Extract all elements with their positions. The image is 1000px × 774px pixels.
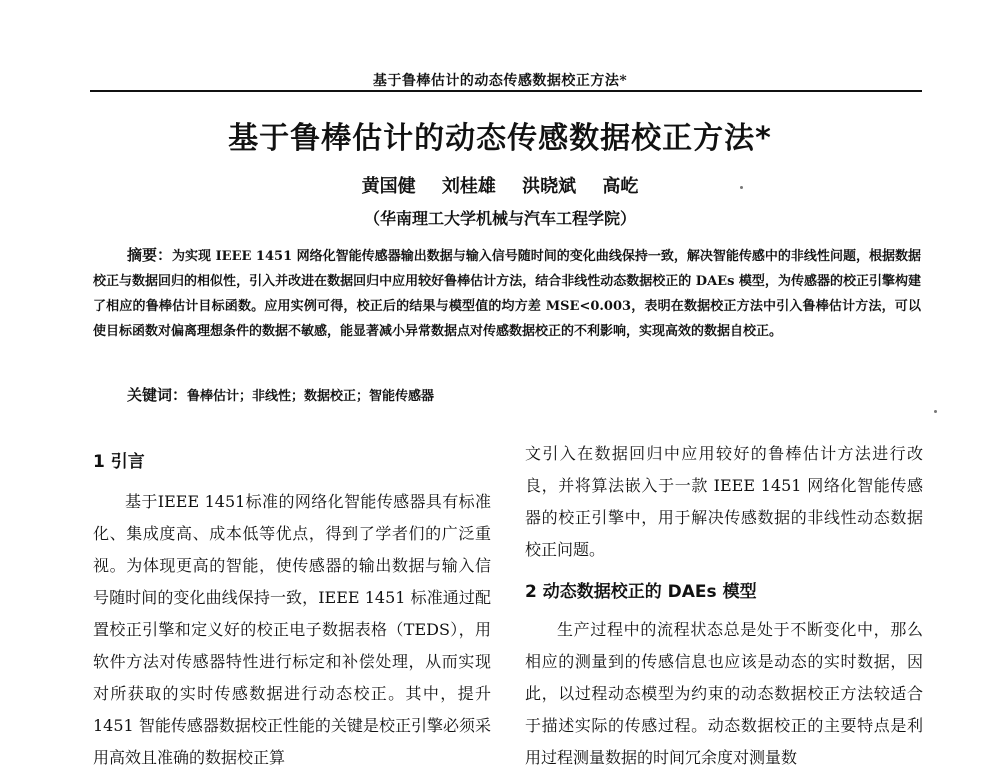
scan-speck [934,410,937,413]
section-1-heading: 1 引言 [93,452,145,472]
section-1-paragraph: 基于IEEE 1451标准的网络化智能传感器具有标准化、集成度高、成本低等优点，得到了学者们的广泛重视。为体现更高的智能，使传感器的输出数据与输入信号随时间的变化曲线保持一致，IEEE 1451 标准通过配置校正引擎和定义好的校正电子数据表格（TEDS），用软件方法对传感器特性进行标定和补偿处理，从而实现对所获取的实时传感数据进行动态校正。其中，提升 1451 智能传感器数据校正性能的关键是校正引擎必须采用高效且准确的数据校正算 [93,492,491,767]
keywords-label: 关键词： [127,386,188,404]
author-name: 黄国健 [361,176,416,197]
section-1-continued-paragraph: 文引入在数据回归中应用较好的鲁棒估计方法进行改良，并将算法嵌入于一款 IEEE 1451 网络化智能传感器的校正引擎中，用于解决传感数据的非线性动态数据校正问题。 [525,444,923,559]
abstract-text: 为实现 IEEE 1451 网络化智能传感器输出数据与输入信号随时间的变化曲线保持一致，解决智能传感中的非线性问题，根据数据校正与数据回归的相似性，引入并改进在数据回归中应用较好鲁棒估计方法，结合非线性动态数据校正的 DAEs 模型，为传感器的校正引擎构建了相应的鲁棒估计目标函数。应用实例可得，校正后的结果与模型值的均方差 MSE<0.003，表明在数据校正方法中引入鲁棒估计方法，可以使目标函数对偏离理想条件的数据不敏感，能显著减小异常数据点对传感数据校正的不利影响，实现高效的数据自校正。 [93,249,921,339]
affiliation: （华南理工大学机械与汽车工程学院） [363,209,636,228]
abstract [93,243,921,344]
paper-title: 基于鲁棒估计的动态传感数据校正方法* [228,121,772,156]
right-column [525,438,923,774]
author-list [0,172,1000,198]
author-name: 刘桂雄 [441,176,496,197]
abstract-label: 摘要： [127,246,173,264]
left-column [93,438,491,774]
author-name: 高屹 [602,176,639,197]
running-header: 基于鲁棒估计的动态传感数据校正方法* [372,73,628,89]
keywords [127,383,921,409]
section-2-paragraph: 生产过程中的流程状态总是处于不断变化中，那么相应的测量到的传感信息也应该是动态的实时数据，因此，以过程动态模型为约束的动态数据校正方法较适合于描述实际的传感过程。动态数据校正的主要特点是利用过程测量数据的时间冗余度对测量数 [525,620,923,767]
header-rule [90,90,922,92]
scan-speck [740,186,743,189]
keywords-text: 鲁棒估计；非线性；数据校正；智能传感器 [187,389,435,404]
section-2-heading: 2 动态数据校正的 DAEs 模型 [525,582,757,602]
author-name: 洪晓斌 [522,176,577,197]
